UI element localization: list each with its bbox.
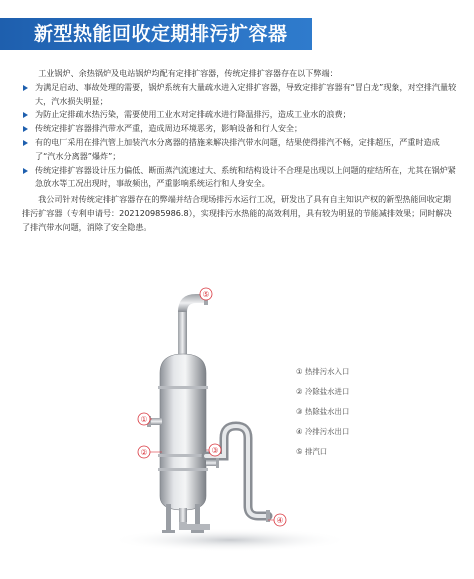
intro-paragraph: 工业锅炉、余热锅炉及电站锅炉均配有定排扩容器，传统定排扩容器存在以下弊端： [38,68,338,78]
drawback-item [22,122,458,136]
legend-item-2: ② 冷除盐水进口 [296,387,350,396]
callout-5-label: ⑤ [202,290,210,299]
legend-item-4: ④ 冷排污水出口 [296,427,350,436]
drawback-list [22,81,458,191]
vessel [158,354,208,510]
drawback-item [22,164,458,192]
description [22,67,458,235]
bullet-icon [23,140,28,146]
bullet-icon [23,85,28,91]
u-loop-pipe [206,426,268,516]
drawback-item [22,81,458,109]
callout-1-label: ① [140,415,148,424]
summary-paragraph: 我公司针对传统定排扩容器存在的弊端并结合现场排污水运行工况，研发出了具有自主知识产权的新型热能回收定期排污扩容器（专利申请号：202120985986.8），实现排污水热能的高效利用，具有较为明显的节能减排效果；同时解决了排汽带水问题，消除了安全隐患。 [22,194,452,232]
drawback-text: 有的电厂采用在排汽管上加装汽水分离器的措施来解决排汽带水问题，结果使得排汽不畅，定排超压，严重时造成了“汽水分离器”爆炸”； [35,136,440,161]
bottom-drain [179,508,210,530]
legend-item-1: ① 热排污水入口 [296,367,350,376]
callout-3-label: ③ [211,446,219,455]
bullet-icon [23,126,28,132]
expander-diagram [0,278,474,578]
exhaust-pipe [178,292,208,362]
page-title: 新型热能回收定期排污扩容器 [34,23,288,45]
title-banner [0,18,312,50]
drawback-text: 为防止定排疏水热污染，需要使用工业水对定排疏水进行降温排污，造成工业水的浪费； [35,109,351,120]
floor-shadow [110,528,350,552]
callout-4-label: ④ [276,516,284,525]
callout-2-label: ② [140,448,148,457]
bullet-icon [23,112,28,118]
legend-item-3: ③ 热除盐水出口 [296,407,350,416]
drawback-text: 为满足启动、事故处理的需要，锅炉系统有大量疏水进入定排扩容器，导致定排扩容器有“冒白龙”现象，对空排汽量较大，汽水损失明显； [35,81,457,106]
drawback-item [22,136,458,164]
drawback-text: 传统定排扩容器设计压力偏低、断面蒸汽流速过大、系统和结构设计不合理是出现以上问题的症结所在，尤其在锅炉紧急放水等工况出现时，事故频出，严重影响系统运行和人身安全。 [35,164,456,189]
bullet-icon [23,168,28,174]
port-legend [296,362,349,462]
drawback-text: 传统定排扩容器排汽带水严重，造成周边环境恶劣，影响设备和行人安全； [35,123,303,134]
drawback-item [22,108,458,122]
legend-item-5: ⑤ 排汽口 [296,447,328,456]
